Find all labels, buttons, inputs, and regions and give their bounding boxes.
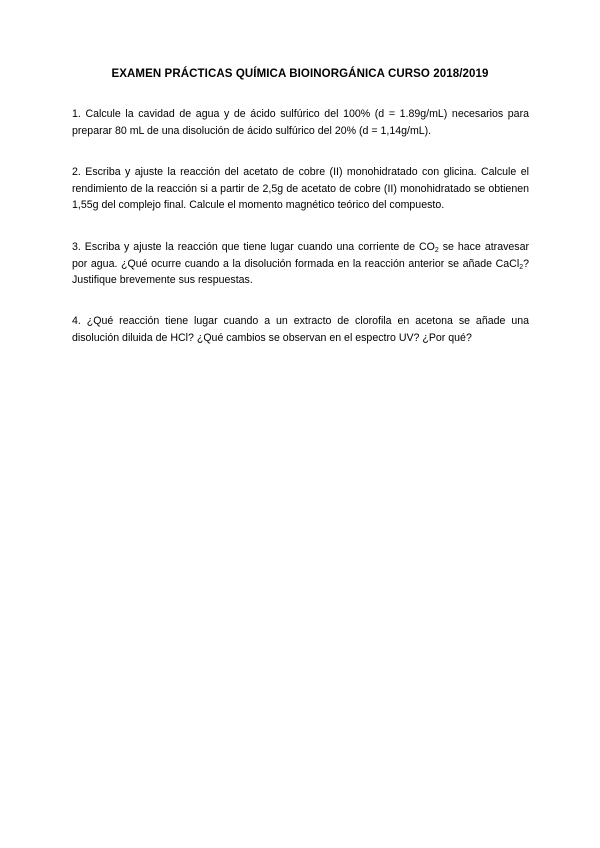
question-3-text-part-3: ? Justifique brevemente sus respuestas. [72, 257, 529, 286]
question-2: 2. Escriba y ajuste la reacción del acetato de cobre (II) monohidratado con glicina. Calcule el rendimiento de la reacción si a partir de 2,5g de acetato de cobre (II) monohidratado se obtienen 1,55g del complejo final. Calcule el momento magnético teórico del compuesto. [72, 166, 529, 211]
cacl2-subscript: 2 [519, 263, 524, 271]
question-4: 4. ¿Qué reacción tiene lugar cuando a un extracto de clorofila en acetona se añade una disolución diluida de HCl? ¿Qué cambios se observan en el espectro UV? ¿Por qué? [72, 315, 529, 344]
co2-subscript: 2 [434, 247, 439, 254]
question-3-text-part-2: se hace atravesar por agua. ¿Qué ocurre cuando a la disolución formada en la reacción anterior se añade CaCl [72, 241, 529, 270]
question-3-text-part-1: 3. Escriba y ajuste la reacción que tiene lugar cuando una corriente de CO [72, 241, 435, 253]
question-3 [72, 239, 529, 289]
question-1: 1. Calcule la cavidad de agua y de ácido sulfúrico del 100% (d = 1.89g/mL) necesarios para preparar 80 mL de una disolución de ácido sulfúrico del 20% (d = 1,14g/mL). [72, 108, 529, 137]
exam-title: EXAMEN PRÁCTICAS QUÍMICA BIOINORGÁNICA CURSO 2018/2019 [111, 68, 489, 80]
